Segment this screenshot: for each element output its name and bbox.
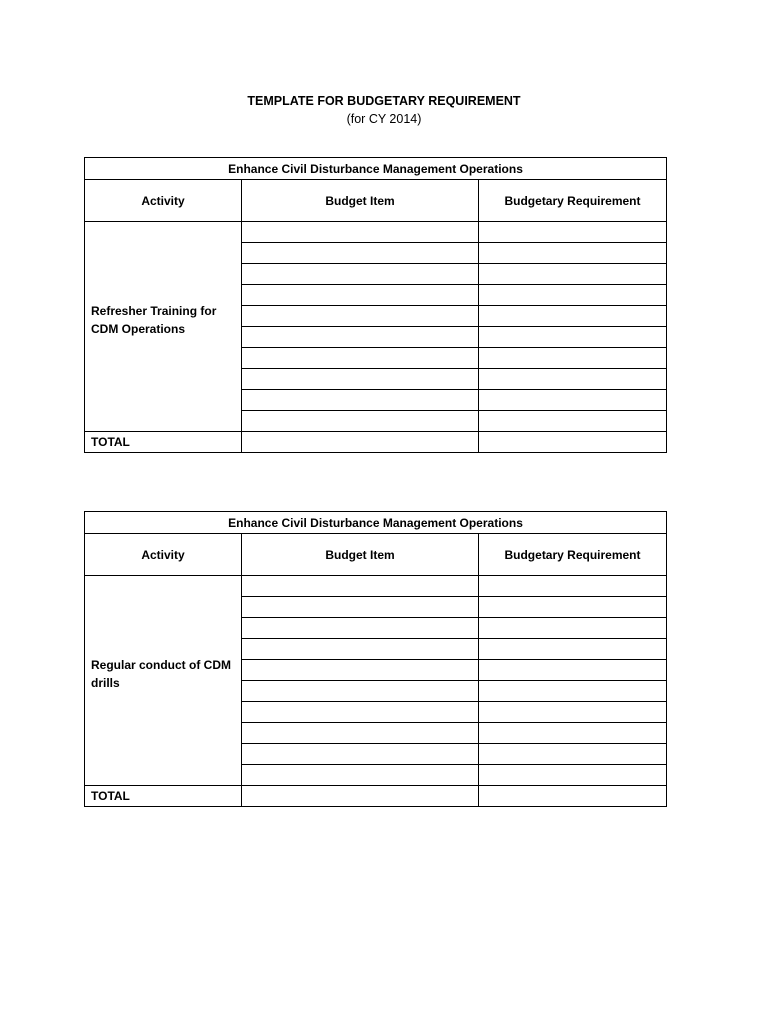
table-row: [85, 576, 667, 597]
budget-item-cell[interactable]: [242, 264, 479, 285]
column-header-budgetary-requirement: Budgetary Requirement: [479, 534, 667, 576]
budget-item-cell[interactable]: [242, 723, 479, 744]
budget-item-cell[interactable]: [242, 660, 479, 681]
budget-item-cell[interactable]: [242, 744, 479, 765]
activity-cell: [85, 576, 242, 786]
budget-item-cell[interactable]: [242, 681, 479, 702]
document-title: TEMPLATE FOR BUDGETARY REQUIREMENT: [247, 94, 521, 108]
budgetary-requirement-cell[interactable]: [479, 660, 667, 681]
budget-item-cell[interactable]: [242, 369, 479, 390]
budget-item-cell[interactable]: [242, 327, 479, 348]
column-header-activity: Activity: [85, 180, 242, 222]
total-budgetary-requirement-cell[interactable]: [479, 432, 667, 453]
budget-item-cell[interactable]: [242, 702, 479, 723]
budgetary-requirement-cell[interactable]: [479, 618, 667, 639]
budget-item-cell[interactable]: [242, 348, 479, 369]
budgetary-requirement-cell[interactable]: [479, 348, 667, 369]
budget-item-cell[interactable]: [242, 411, 479, 432]
column-header-budgetary-requirement: Budgetary Requirement: [479, 180, 667, 222]
budgetary-requirement-cell[interactable]: [479, 306, 667, 327]
table-title: Enhance Civil Disturbance Management Operations: [85, 512, 667, 534]
table-row: [85, 222, 667, 243]
budgetary-requirement-cell[interactable]: [479, 639, 667, 660]
budgetary-requirement-cell[interactable]: [479, 597, 667, 618]
budget-item-cell[interactable]: [242, 390, 479, 411]
total-budgetary-requirement-cell[interactable]: [479, 786, 667, 807]
budget-item-cell[interactable]: [242, 597, 479, 618]
budgetary-requirement-cell[interactable]: [479, 576, 667, 597]
column-header-budget-item: Budget Item: [242, 180, 479, 222]
total-label: TOTAL: [85, 786, 242, 807]
budgetary-requirement-cell[interactable]: [479, 744, 667, 765]
budget-item-cell[interactable]: [242, 222, 479, 243]
activity-label: Refresher Training for CDM Operations: [91, 303, 217, 336]
budgetary-requirement-cell[interactable]: [479, 264, 667, 285]
budgetary-requirement-cell[interactable]: [479, 702, 667, 723]
budget-table-1: [84, 157, 667, 453]
budgetary-requirement-cell[interactable]: [479, 390, 667, 411]
budget-item-cell[interactable]: [242, 765, 479, 786]
budget-item-cell[interactable]: [242, 618, 479, 639]
budgetary-requirement-cell[interactable]: [479, 243, 667, 264]
activity-label: Regular conduct of CDM drills: [91, 657, 231, 690]
column-header-activity: Activity: [85, 534, 242, 576]
budget-item-cell[interactable]: [242, 306, 479, 327]
column-header-budget-item: Budget Item: [242, 534, 479, 576]
budget-item-cell[interactable]: [242, 243, 479, 264]
total-row: [85, 432, 667, 453]
budgetary-requirement-cell[interactable]: [479, 411, 667, 432]
budgetary-requirement-cell[interactable]: [479, 765, 667, 786]
budgetary-requirement-cell[interactable]: [479, 723, 667, 744]
document-subtitle: (for CY 2014): [346, 112, 422, 126]
budgetary-requirement-cell[interactable]: [479, 681, 667, 702]
budgetary-requirement-cell[interactable]: [479, 285, 667, 306]
total-budget-item-cell[interactable]: [242, 786, 479, 807]
budgetary-requirement-cell[interactable]: [479, 222, 667, 243]
total-row: [85, 786, 667, 807]
budget-item-cell[interactable]: [242, 285, 479, 306]
budget-item-cell[interactable]: [242, 639, 479, 660]
activity-cell: [85, 222, 242, 432]
total-label: TOTAL: [85, 432, 242, 453]
budget-table-2: [84, 511, 667, 807]
budgetary-requirement-cell[interactable]: [479, 369, 667, 390]
total-budget-item-cell[interactable]: [242, 432, 479, 453]
budgetary-requirement-cell[interactable]: [479, 327, 667, 348]
budget-item-cell[interactable]: [242, 576, 479, 597]
table-title: Enhance Civil Disturbance Management Operations: [85, 158, 667, 180]
